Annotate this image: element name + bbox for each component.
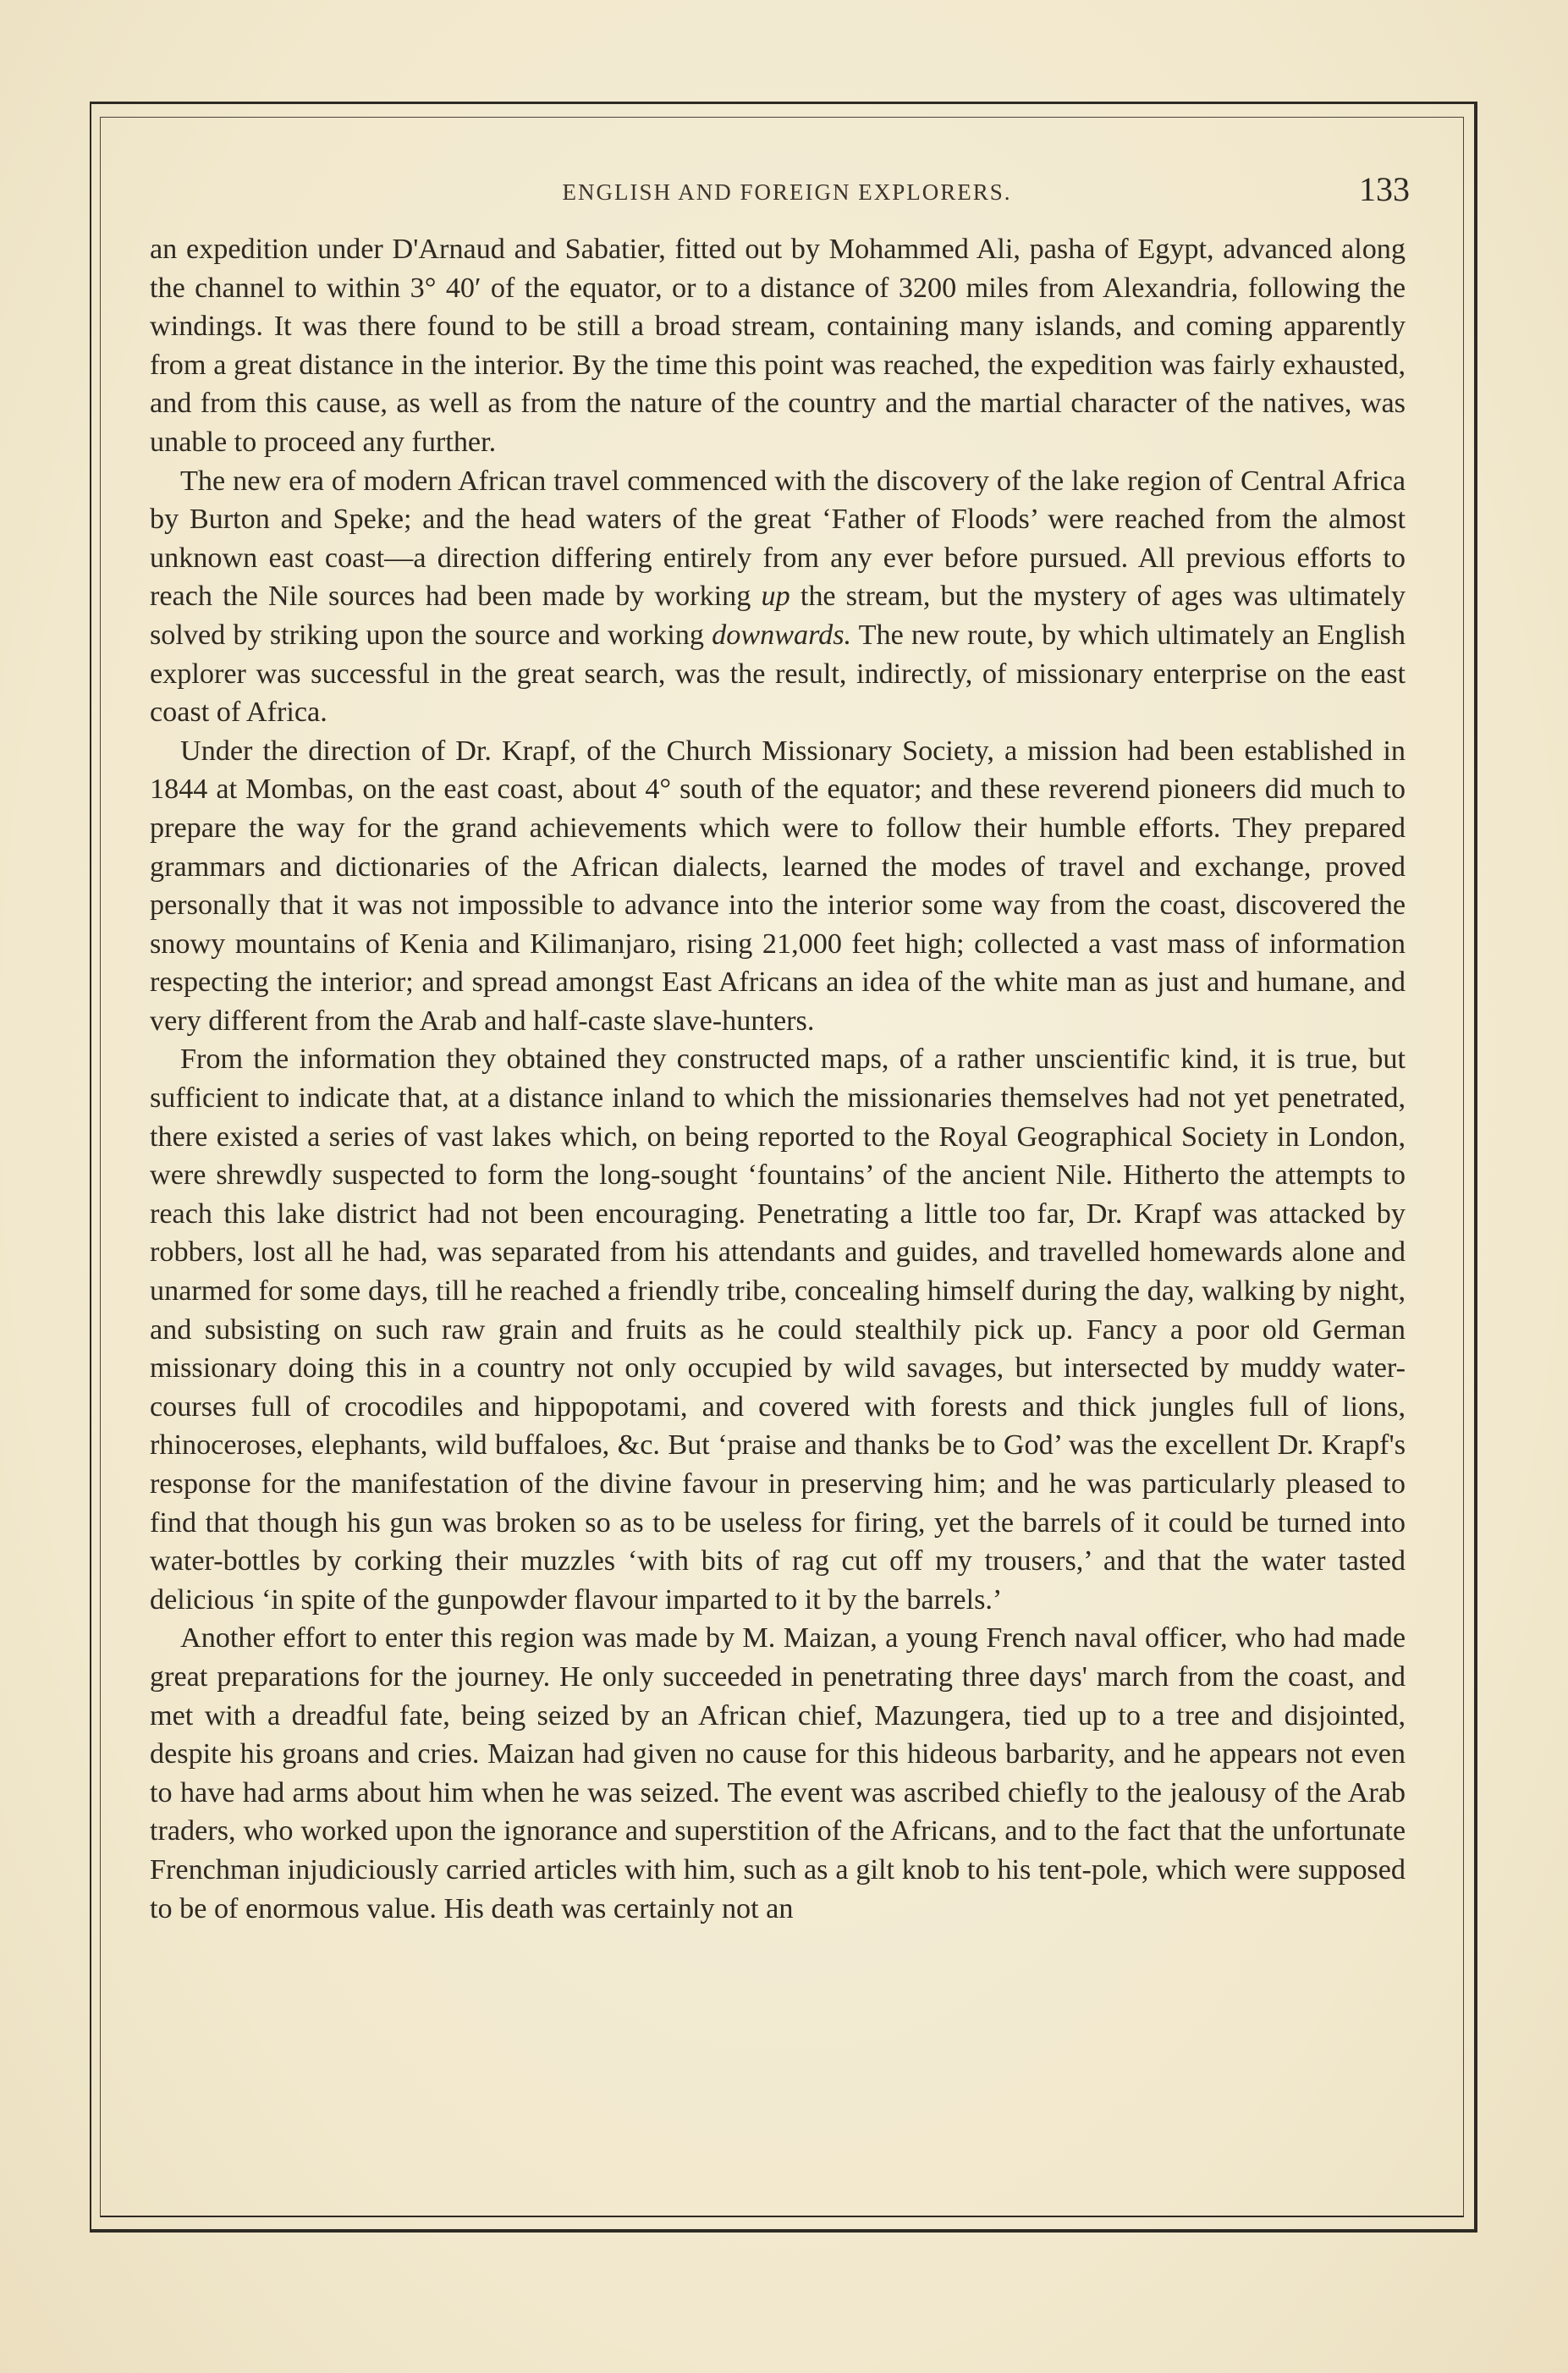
- paragraph-5: Another effort to enter this region was made by M. Maizan, a young French naval officer, who had made great preparations for the journey. He only succeeded in penetrating three days' march from the coast, and met with a dreadful fate, being seized by an African chief, Mazungera, tied up to a tree and disjointed, despite his groans and cries. Maizan had given no cause for this hideous barbarity, and he appears not even to have had arms about him when he was seized. The event was ascribed chiefly to the jealousy of the Arab traders, who worked upon the ignorance and superstition of the Africans, and to the fact that the unfortunate Frenchman injudiciously carried articles with him, such as a gilt knob to his tent-pole, which were supposed to be of enormous value. His death was certainly not an: [150, 1622, 1406, 1924]
- page-number: 133: [1359, 170, 1410, 208]
- paragraph-2: [150, 462, 1406, 732]
- running-title: ENGLISH AND FOREIGN EXPLORERS.: [562, 179, 1012, 205]
- body-text: [150, 230, 1406, 1928]
- italic-downwards: downwards.: [712, 619, 852, 651]
- paragraph-2-part-1: The new era of modern African travel commenced with the discovery of the lake region of Central Africa by Burton and Speke; and the head waters of the great ‘Father of Floods’ were reached from the almost unknown east coast—a direction differing entirely from any ever before pursued. All previous efforts to reach the Nile sources had been made by working: [150, 465, 1406, 613]
- page-header: [152, 168, 1422, 218]
- paragraph-2-part-3: The new route, by which ultimately an English explorer was successful in the great search, was the result, indirectly, of missionary enterprise on the east coast of Africa.: [150, 619, 1406, 729]
- paragraph-1: an expedition under D'Arnaud and Sabatier, fitted out by Mohammed Ali, pasha of Egypt, advanced along the channel to within 3° 40′ of the equator, or to a distance of 3200 miles from Alexandria, following the windings. It was there found to be still a broad stream, containing many islands, and coming apparently from a great distance in the interior. By the time this point was reached, the expedition was fairly exhausted, and from this cause, as well as from the nature of the country and the martial character of the natives, was unable to proceed any further.: [150, 234, 1406, 458]
- italic-up: up: [761, 581, 790, 613]
- paragraph-3: Under the direction of Dr. Krapf, of the Church Missionary Society, a mission had been established in 1844 at Mombas, on the east coast, about 4° south of the equator; and these reverend pioneers did much to prepare the way for the grand achievements which were to follow their humble efforts. They prepared grammars and dictionaries of the African dialects, learned the modes of travel and exchange, proved personally that it was not impossible to advance into the interior some way from the coast, discovered the snowy mountains of Kenia and Kilimanjaro, rising 21,000 feet high; collected a vast mass of information respecting the interior; and spread amongst East Africans an idea of the white man as just and humane, and very different from the Arab and half-caste slave-hunters.: [150, 735, 1406, 1037]
- paragraph-4: From the information they obtained they constructed maps, of a rather unscientific kind, it is true, but sufficient to indicate that, at a distance inland to which the missionaries themselves had not yet penetrated, there existed a series of vast lakes which, on being reported to the Royal Geographical Society in London, were shrewdly suspected to form the long-sought ‘fountains’ of the ancient Nile. Hitherto the attempts to reach this lake district had not been encouraging. Penetrating a little too far, Dr. Krapf was attacked by robbers, lost all he had, was separated from his attendants and guides, and travelled homewards alone and unarmed for some days, till he reached a friendly tribe, concealing himself during the day, walking by night, and subsisting on such raw grain and fruits as he could stealthily pick up. Fancy a poor old German missionary doing this in a country not only occupied by wild savages, but intersected by muddy water-courses full of crocodiles and hippopotami, and covered with forests and thick jungles full of lions, rhinoceroses, elephants, wild buffaloes, &c. But ‘praise and thanks be to God’ was the excellent Dr. Krapf's response for the manifestation of the divine favour in preserving him; and he was particularly pleased to find that though his gun was broken so as to be useless for firing, yet the barrels of it could be turned into water-bottles by corking their muzzles ‘with bits of rag cut off my trousers,’ and that the water tasted delicious ‘in spite of the gunpowder flavour imparted to it by the barrels.’: [150, 1043, 1406, 1616]
- paragraph-2-part-2: the stream, but the mystery of ages was ultimately solved by striking upon the source and working: [150, 581, 1406, 651]
